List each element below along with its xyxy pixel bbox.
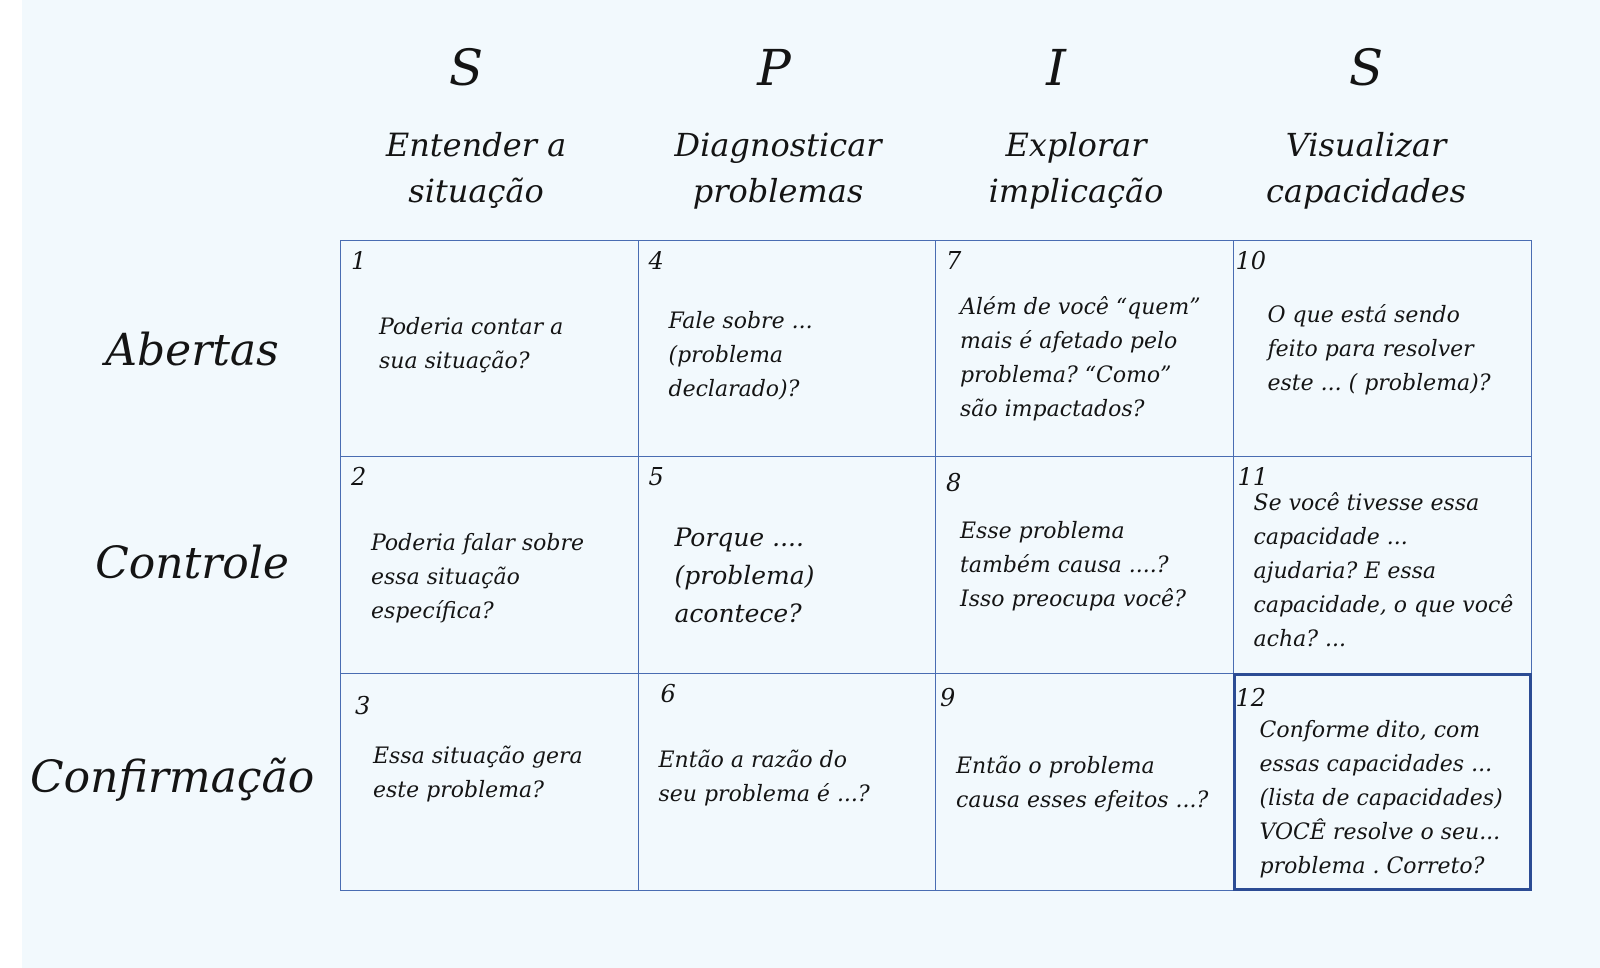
spis-sheet	[22, 0, 1600, 968]
question-cell-12	[1233, 673, 1533, 891]
column-heading-capacidades: Visualizar capacidades	[1265, 126, 1467, 210]
question-cell-6	[639, 674, 937, 890]
cell-number: 9	[940, 683, 956, 712]
question-cell-8	[936, 457, 1234, 673]
cell-number: 6	[660, 679, 676, 708]
question-text: Além de você “quem” mais é afetado pelo problema? “Como” são impactados?	[960, 295, 1201, 422]
cell-number: 4	[648, 247, 664, 275]
question-text: Conforme dito, com essas capacidades ... (lista de capacidades) VOCÊ resolve o seu... problema . Correto?	[1259, 717, 1503, 879]
question-text: Poderia falar sobre essa situação específica?	[371, 531, 584, 625]
cell-number: 8	[946, 469, 962, 498]
question-text: Esse problema também causa ....? Isso preocupa você?	[960, 519, 1186, 613]
cell-number: 2	[351, 463, 367, 492]
question-cell-9	[936, 674, 1234, 890]
row-heading-controle: Controle	[95, 538, 289, 589]
row-heading-confirmacao: Confirmação	[30, 752, 315, 803]
cell-number: 7	[946, 247, 962, 275]
question-text: Fale sobre ... (problema declarado)?	[668, 309, 813, 402]
row-heading-abertas: Abertas	[105, 325, 279, 376]
cell-number: 3	[355, 691, 371, 720]
question-text: Se você tivesse essa capacidade ... ajudaria? E essa capacidade, o que você acha? ...	[1253, 491, 1514, 653]
column-heading-situacao: Entender a situação	[385, 126, 567, 210]
cell-number: 10	[1235, 247, 1267, 275]
question-cell-2	[341, 457, 639, 673]
question-text: Então a razão do seu problema é ...?	[658, 747, 870, 807]
question-cell-3	[341, 674, 639, 890]
cell-number: 5	[648, 463, 664, 492]
column-heading-implicacao: Explorar implicação	[988, 126, 1164, 210]
column-letter-p: P	[757, 39, 791, 97]
question-text: Porque .... (problema) acontece?	[674, 523, 815, 629]
question-cell-4	[639, 241, 937, 457]
question-cell-11	[1234, 457, 1532, 673]
question-cell-10	[1234, 241, 1532, 457]
column-letter-s-1: S	[448, 39, 484, 97]
cell-number: 1	[351, 247, 367, 275]
question-text: O que está sendo feito para resolver este ... ( problema)?	[1267, 303, 1491, 396]
question-cell-7	[936, 241, 1234, 457]
cell-number: 11	[1237, 463, 1269, 492]
column-letter-i: I	[1046, 39, 1066, 97]
question-cell-1	[341, 241, 639, 457]
question-text: Então o problema causa esses efeitos ...?	[956, 753, 1209, 813]
question-text: Essa situação gera este problema?	[373, 743, 583, 803]
column-letter-s-2: S	[1348, 39, 1384, 97]
spis-question-grid	[340, 240, 1532, 891]
question-cell-5	[639, 457, 937, 673]
cell-number: 12	[1235, 683, 1267, 712]
column-heading-problemas: Diagnosticar problemas	[674, 126, 882, 210]
question-text: Poderia contar a sua situação?	[379, 315, 564, 374]
